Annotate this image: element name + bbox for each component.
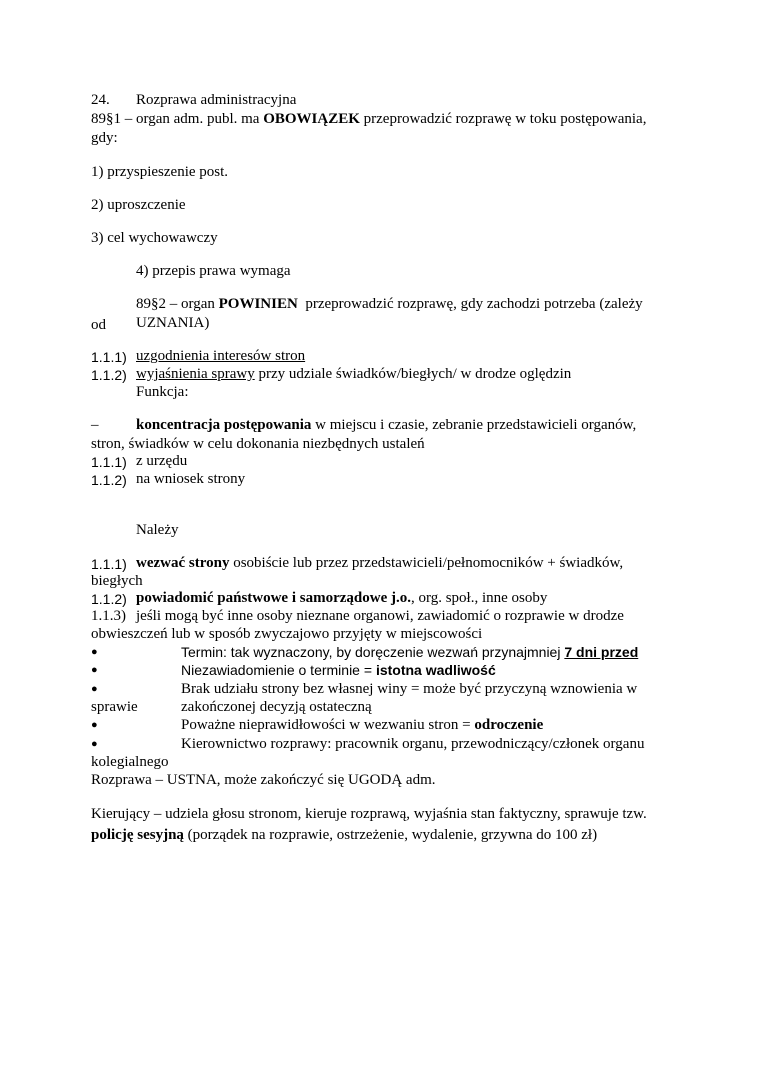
bullet-1: Termin: tak wyznaczony, by doręczenie wezwań przynajmniej 7 dni przed bbox=[181, 644, 639, 660]
bullet-icon: ● bbox=[91, 738, 98, 750]
bullet-icon: ● bbox=[91, 683, 98, 695]
art-89-2-cont-left: od bbox=[91, 317, 106, 333]
bullet-icon: ● bbox=[91, 646, 98, 658]
need-1: uzgodnienia interesów stron bbox=[136, 348, 306, 364]
need-1-num: 1.1.1) bbox=[91, 349, 127, 365]
bullet-2: Niezawiadomienie o terminie = istotna wadliwość bbox=[181, 662, 496, 678]
duty-2: powiadomić państwowe i samorządowe j.o., org. społ., inne osoby bbox=[136, 590, 548, 606]
duty-1: wezwać strony osobiście lub przez przedstawicieli/pełnomocników + świadków, bbox=[136, 555, 624, 571]
art-89-1-line: 89§1 – organ adm. publ. ma OBOWIĄZEK przeprowadzić rozprawę w toku postępowania, bbox=[91, 111, 647, 127]
duty-3: jeśli mogą być inne osoby nieznane organowi, zawiadomić o rozprawie w drodze bbox=[136, 608, 624, 624]
bullet-5-cont: kolegialnego bbox=[91, 754, 169, 770]
nalezy-label: Należy bbox=[136, 522, 179, 538]
need-2-num: 1.1.2) bbox=[91, 367, 127, 383]
duty-3-num: 1.1.3) bbox=[91, 608, 126, 624]
art-89-2-cont: UZNANIA) bbox=[136, 315, 210, 331]
oral-line: Rozprawa – USTNA, może zakończyć się UGODĄ adm. bbox=[91, 772, 436, 788]
leader-line-1: Kierujący – udziela głosu stronom, kieruje rozprawą, wyjaśnia stan faktyczny, sprawuje tzw. bbox=[91, 806, 647, 822]
bullet-4: Poważne nieprawidłowości w wezwaniu stron = odroczenie bbox=[181, 717, 544, 733]
mode-1-num: 1.1.1) bbox=[91, 454, 127, 470]
duty-1-num: 1.1.1) bbox=[91, 556, 127, 572]
concentration-dash: – bbox=[91, 417, 99, 433]
leader-line-2: policję sesyjną (porządek na rozprawie, ostrzeżenie, wydalenie, grzywna do 100 zł) bbox=[91, 827, 598, 843]
powinien-keyword: POWINIEN bbox=[218, 296, 298, 312]
obowiazek-keyword: OBOWIĄZEK bbox=[263, 111, 360, 127]
art-89-2-line: 89§2 – organ POWINIEN przeprowadzić rozprawę, gdy zachodzi potrzeba (zależy bbox=[136, 296, 643, 312]
bullet-5: Kierownictwo rozprawy: pracownik organu, przewodniczący/członek organu bbox=[181, 736, 645, 752]
duty-1-cont: biegłych bbox=[91, 573, 143, 589]
bullet-icon: ● bbox=[91, 664, 98, 676]
duty-2-num: 1.1.2) bbox=[91, 591, 127, 607]
duty-3-cont: obwieszczeń lub w sposób zwyczajowo przyjęty w miejscowości bbox=[91, 626, 483, 642]
condition-4: 4) przepis prawa wymaga bbox=[136, 263, 291, 279]
condition-3: 3) cel wychowawczy bbox=[91, 230, 218, 246]
concentration-line: koncentracja postępowania w miejscu i czasie, zebranie przedstawicieli organów, bbox=[136, 417, 637, 433]
bullet-3: Brak udziału strony bez własnej winy = może być przyczyną wznowienia w bbox=[181, 681, 638, 697]
bullet-icon: ● bbox=[91, 719, 98, 731]
heading-number: 24. bbox=[91, 92, 110, 108]
condition-2: 2) uproszczenie bbox=[91, 197, 186, 213]
condition-1: 1) przyspieszenie post. bbox=[91, 164, 229, 180]
mode-2-num: 1.1.2) bbox=[91, 472, 127, 488]
concentration-cont: stron, świadków w celu dokonania niezbędnych ustaleń bbox=[91, 436, 425, 452]
bullet-3-cont-left: sprawie bbox=[91, 699, 138, 715]
heading-title: Rozprawa administracyjna bbox=[136, 92, 297, 108]
funkcja-label: Funkcja: bbox=[136, 384, 189, 400]
need-2: wyjaśnienia sprawy przy udziale świadków/biegłych/ w drodze oględzin bbox=[136, 366, 572, 382]
mode-1: z urzędu bbox=[136, 453, 188, 469]
mode-2: na wniosek strony bbox=[136, 471, 246, 487]
art-89-1-cont: gdy: bbox=[91, 130, 118, 146]
bullet-3-cont: zakończonej decyzją ostateczną bbox=[181, 699, 372, 715]
